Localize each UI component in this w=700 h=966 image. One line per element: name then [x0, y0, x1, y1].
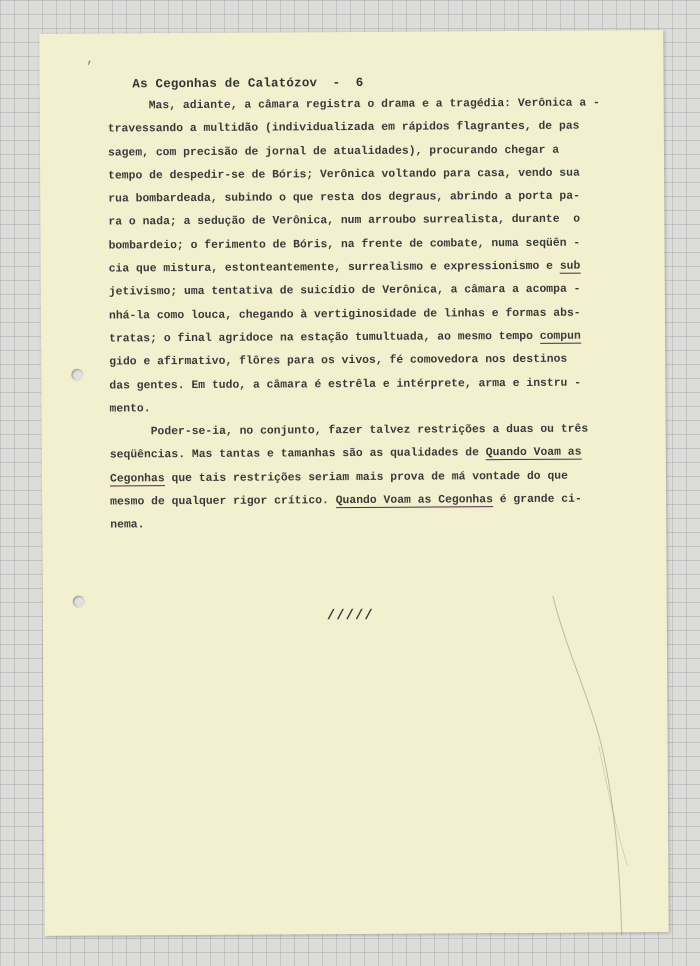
text-segment: das gentes. Em tudo, a câmara é estrêla e intérprete, arma e instru - — [109, 377, 582, 393]
text-segment: ra o nada; a sedução de Verônica, num arroubo surrealista, durante o — [108, 214, 581, 229]
pencil-mark: , — [86, 52, 95, 67]
text-segment: mento. — [109, 403, 151, 416]
text-segment: Mas, adiante, a câmara registra o drama e a tragédia: Verônica a - — [107, 97, 600, 113]
underlined-title: Quando Voam as Cegonhas — [335, 494, 493, 508]
paper-crease — [548, 595, 630, 935]
text-line — [109, 349, 641, 376]
text-segment: jetivismo; uma tentativa de suicídio de Verônica, a câmara a acompa - — [108, 283, 581, 299]
closing-mark: ///// — [326, 607, 374, 625]
text-line — [110, 465, 642, 492]
text-line — [108, 116, 640, 143]
text-line — [108, 185, 640, 212]
text-segment: sagem, com precisão de jornal de atualidades), procurando chegar a — [107, 144, 560, 160]
text-segment: nhá-la como louca, chegando à vertiginosidade de linhas e formas abs- — [108, 307, 581, 323]
page-header-text: As Cegonhas de Calatózov - 6 — [132, 75, 364, 92]
text-segment: que tais restrições seriam mais prova de má vontade do que — [164, 470, 568, 485]
document-body — [108, 92, 643, 538]
underlined-title: sub — [559, 260, 581, 273]
text-line — [109, 279, 641, 306]
paragraph — [108, 92, 642, 421]
underlined-title: compun — [539, 330, 581, 343]
text-segment: travessando a multidão (individualizada em rápidos flagrantes, de pas — [107, 120, 580, 136]
text-line — [109, 302, 641, 329]
text-line — [110, 418, 642, 445]
text-segment: é grande ci- — [492, 493, 582, 507]
text-segment: tratas; o final agridoce na estação tumultuada, ao mesmo tempo — [109, 330, 540, 346]
text-line — [108, 92, 640, 119]
text-segment: bombardeio; o ferimento de Bóris, na frente de combate, numa seqüên - — [108, 237, 581, 253]
text-line — [110, 442, 642, 469]
text-segment: mesmo de qualquer rigor crítico. — [110, 495, 336, 509]
text-line — [110, 512, 642, 539]
text-line — [108, 232, 640, 259]
punch-hole — [71, 369, 83, 381]
text-segment: nema. — [110, 519, 145, 532]
text-line — [108, 209, 640, 236]
document-page — [39, 30, 668, 936]
text-segment: Poder-se-ia, no conjunto, fazer talvez restrições a duas ou três — [109, 423, 589, 439]
text-segment: gido e afirmativo, flôres para os vivos, fé comovedora nos destinos — [109, 353, 568, 369]
text-line — [109, 255, 641, 282]
text-line — [108, 139, 640, 166]
underlined-title: Quando Voam as — [485, 447, 582, 460]
text-line — [108, 162, 640, 189]
underlined-title: Cegonhas — [109, 472, 165, 486]
paragraph — [110, 418, 643, 538]
text-line — [109, 372, 641, 399]
text-segment: seqüências. Mas tantas e tamanhas são as qualidades de — [109, 447, 486, 462]
text-segment: tempo de despedir-se de Bóris; Verônica voltando para casa, vendo sua — [108, 167, 580, 183]
text-segment: rua bombardeada, subindo o que resta dos degraus, abrindo a porta pa- — [108, 190, 580, 206]
text-line — [109, 325, 641, 352]
text-segment: cia que mistura, estonteantemente, surrealismo e expressionismo e — [108, 260, 560, 276]
text-line — [109, 395, 641, 422]
punch-hole — [73, 596, 85, 608]
text-line — [110, 488, 642, 515]
